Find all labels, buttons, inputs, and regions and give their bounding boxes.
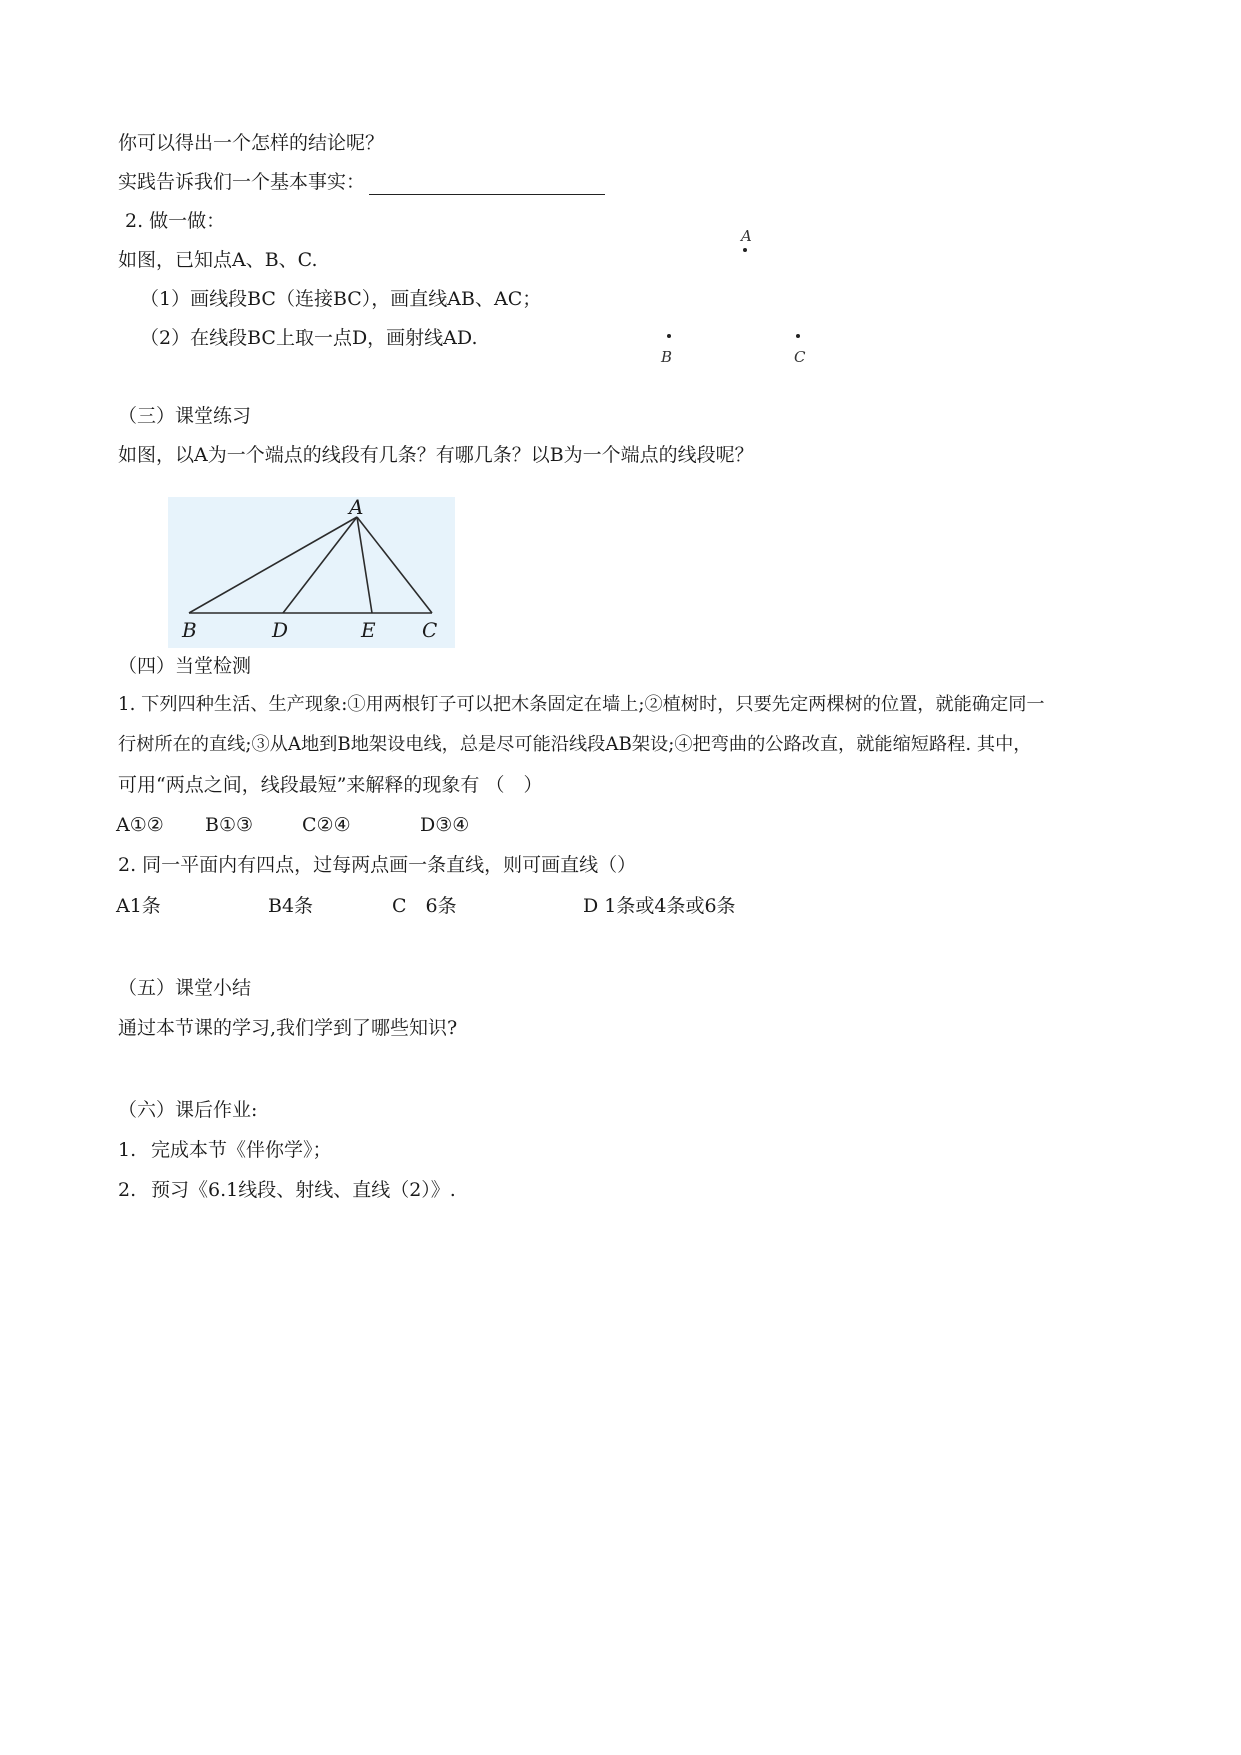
point-a-label: A — [741, 227, 752, 245]
point-c-dot — [796, 334, 800, 338]
point-b-dot — [667, 334, 671, 338]
activity-given: 如图，已知点A、B、C. — [118, 249, 318, 271]
point-a-dot — [743, 248, 747, 252]
basic-fact-line — [118, 169, 605, 195]
check-q1-line-3: 可用“两点之间，线段最短”来解释的现象有 （ ） — [118, 774, 543, 796]
homework-heading: （六）课后作业: — [118, 1099, 258, 1121]
conclusion-question: 你可以得出一个怎样的结论呢？ — [118, 132, 385, 154]
homework-item-1 — [118, 1137, 332, 1163]
homework-item-2-text: 预习《6.1线段、射线、直线（2）》. — [151, 1179, 456, 1201]
practice-heading: （三）课堂练习 — [118, 405, 252, 427]
q2-option-d[interactable]: D 1条或4条或6条 — [583, 895, 736, 917]
vertex-e-label: E — [361, 618, 376, 642]
check-q2-line: 2. 同一平面内有四点，过每两点画一条直线，则可画直线（） — [118, 854, 637, 876]
check-q1-line-1: 1. 下列四种生活、生产现象:①用两根钉子可以把木条固定在墙上;②植树时，只要先定两棵树的位置，就能确定同一 — [118, 694, 1045, 715]
homework-item-1-number: 1. — [118, 1139, 137, 1161]
q2-option-b[interactable]: B4条 — [268, 895, 314, 917]
triangle-diagram — [168, 497, 455, 648]
q1-option-c[interactable]: C②④ — [302, 814, 351, 836]
segment-ac — [357, 517, 432, 613]
summary-heading: （五）课堂小结 — [118, 977, 252, 999]
q1-option-d[interactable]: D③④ — [420, 814, 470, 836]
segment-ab — [189, 517, 357, 613]
vertex-a-label: A — [349, 497, 364, 519]
vertex-b-label: B — [182, 618, 197, 642]
basic-fact-prompt: 实践告诉我们一个基本事实： — [118, 171, 366, 193]
vertex-c-label: C — [422, 618, 438, 642]
check-heading: （四）当堂检测 — [118, 655, 252, 677]
segment-ae — [357, 517, 372, 613]
q2-option-c[interactable]: C 6条 — [392, 895, 457, 917]
practice-question: 如图，以A为一个端点的线段有几条？有哪几条？以B为一个端点的线段呢？ — [118, 444, 754, 466]
homework-item-2-number: 2. — [118, 1179, 137, 1201]
activity-step-2: （2）在线段BC上取一点D，画射线AD. — [140, 327, 478, 349]
q1-option-a[interactable]: A①② — [116, 814, 164, 836]
point-b-label: B — [661, 348, 673, 366]
q2-option-a[interactable]: A1条 — [116, 895, 161, 917]
summary-question: 通过本节课的学习,我们学到了哪些知识? — [118, 1017, 458, 1039]
q1-option-b[interactable]: B①③ — [205, 814, 254, 836]
answer-blank[interactable] — [369, 174, 605, 195]
segment-ad — [283, 517, 357, 613]
activity-heading: 2. 做一做： — [125, 210, 226, 232]
point-c-label: C — [794, 348, 806, 366]
activity-step-1: （1）画线段BC（连接BC），画直线AB、AC； — [140, 288, 542, 310]
homework-item-1-text: 完成本节《伴你学》； — [151, 1139, 332, 1161]
triangle-figure — [168, 497, 455, 648]
vertex-d-label: D — [272, 618, 289, 642]
homework-item-2 — [118, 1177, 456, 1203]
check-q1-line-2: 行树所在的直线;③从A地到B地架设电线，总是尽可能沿线段AB架设;④把弯曲的公路改直，就能缩短路程. 其中， — [118, 734, 1032, 755]
